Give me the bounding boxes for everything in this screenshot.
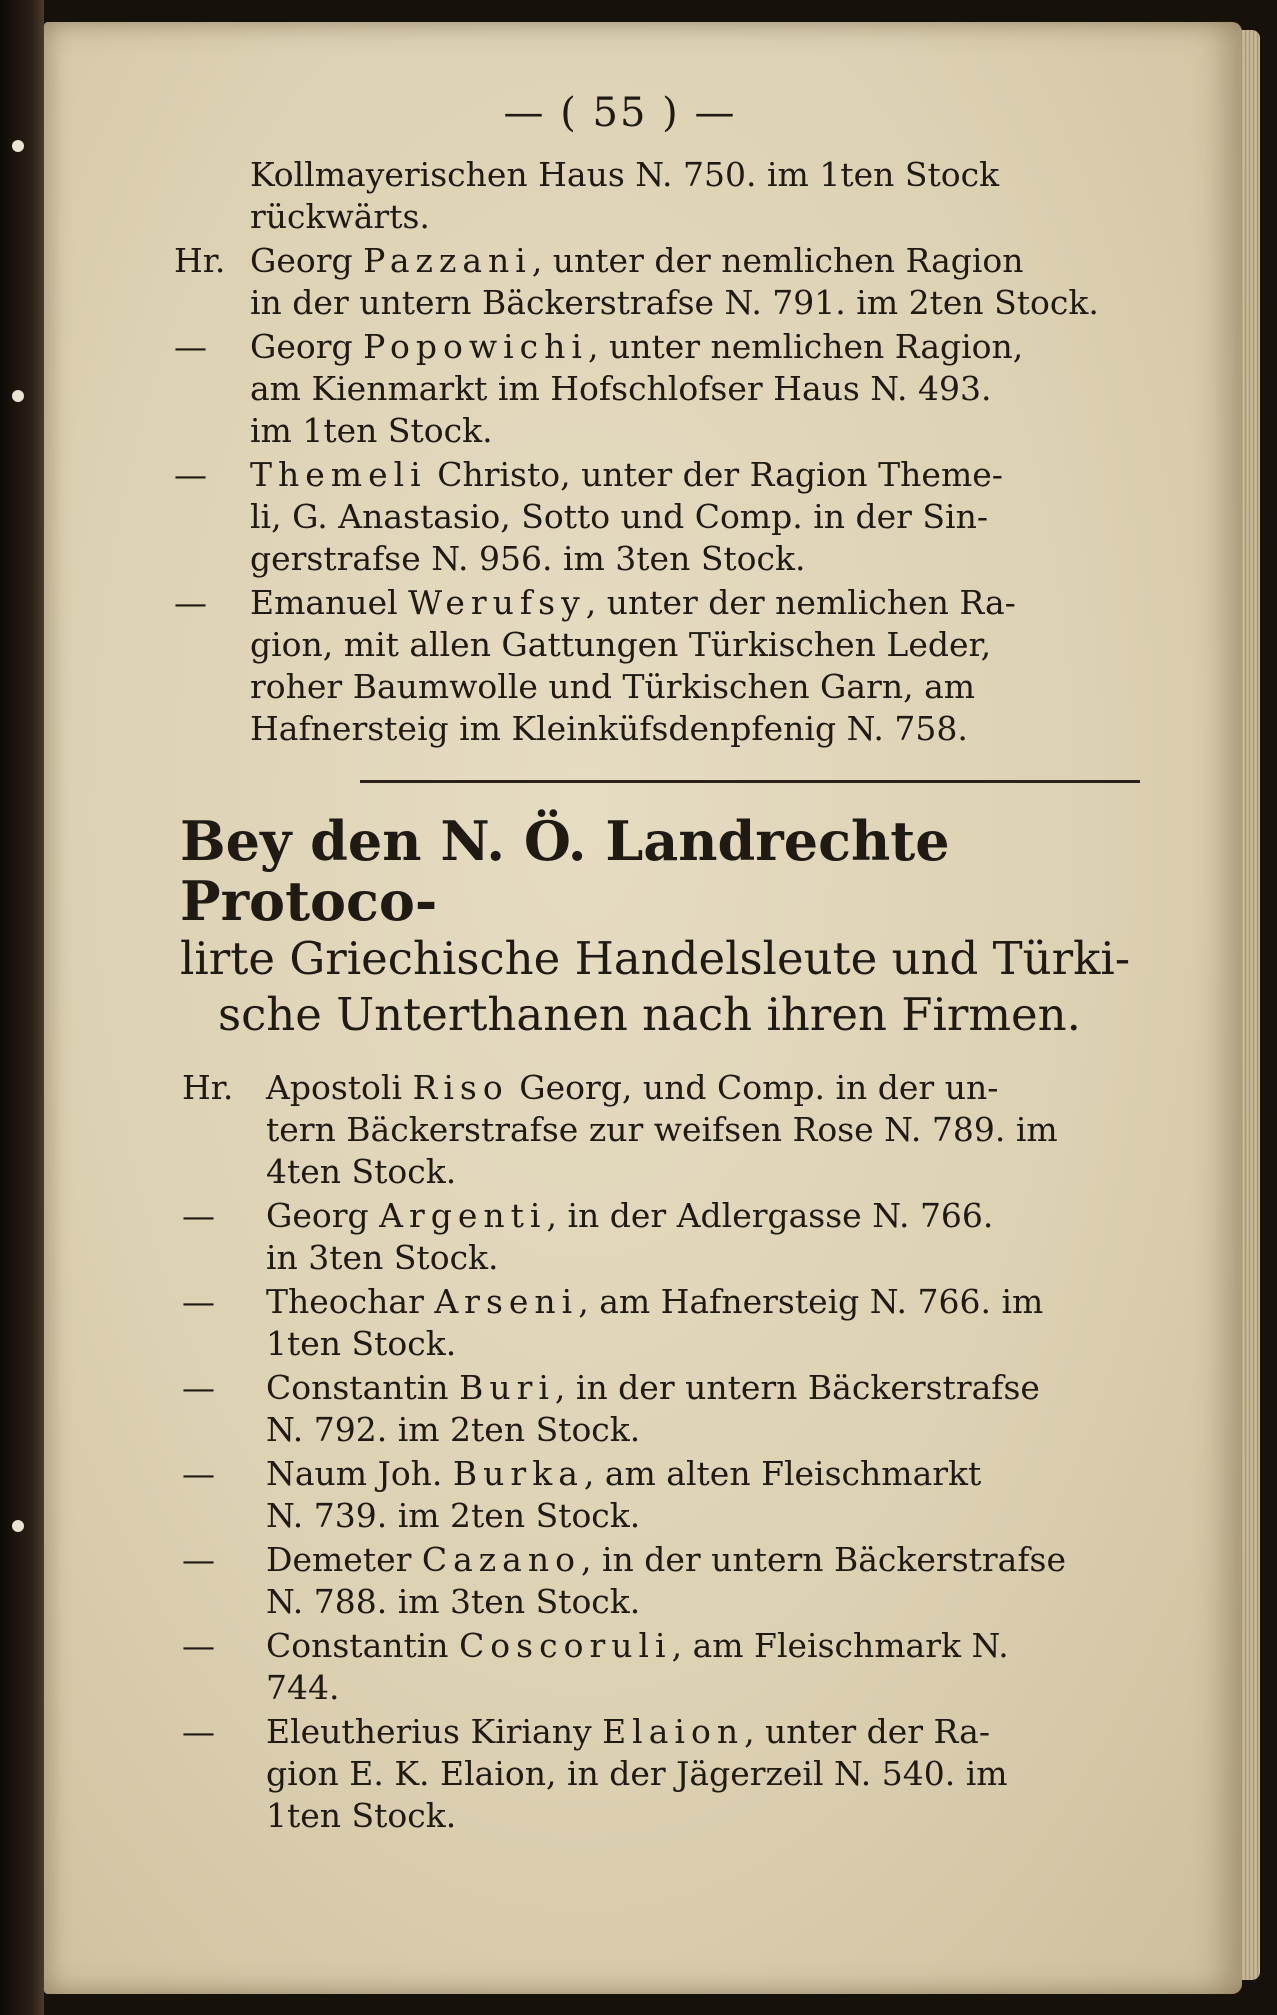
binding-mark: [12, 140, 24, 152]
entry-marker: —: [174, 327, 207, 366]
entry-marker: —: [174, 583, 207, 622]
entry-suffix: , unter der nemlichen Ra-: [585, 583, 1016, 622]
merchant-name: Argenti: [379, 1196, 547, 1235]
entry-line: N. 792. im 2ten Stock.: [266, 1410, 641, 1449]
section-subtitle-line: sche Unterthanen nach ihren Firmen.: [218, 988, 1081, 1041]
entry-line: 4ten Stock.: [266, 1152, 457, 1191]
list-item: [182, 1367, 1170, 1451]
merchant-name: Themeli: [250, 455, 427, 494]
entry-prefix: Georg: [266, 1196, 380, 1235]
section-merchant-list: [174, 154, 1170, 750]
list-item: [174, 326, 1170, 452]
entry-suffix: , unter der nemlichen Ragion: [531, 241, 1024, 280]
entry-line: Hafnersteig im Kleinküfsdenpfenig N. 758.: [250, 709, 968, 748]
merchant-name: Pazzani: [363, 241, 532, 280]
entry-prefix: Eleutherius Kiriany: [266, 1712, 603, 1751]
entry-marker: —: [182, 1368, 215, 1407]
entry-line: gerstrafse N. 956. im 3ten Stock.: [250, 539, 806, 578]
entry-suffix: , am alten Fleischmarkt: [583, 1454, 982, 1493]
list-item: [182, 1453, 1170, 1537]
entry-marker: —: [182, 1282, 215, 1321]
list-item: [174, 454, 1170, 580]
section-registered-merchants: [182, 1067, 1170, 1837]
entry-prefix: Theochar: [266, 1282, 435, 1321]
entry-first-line: [266, 1625, 1170, 1667]
entry-first-line: [266, 1453, 1170, 1495]
binding-mark: [12, 1520, 24, 1532]
entry-line: N. 739. im 2ten Stock.: [266, 1496, 641, 1535]
entry-marker: —: [174, 455, 207, 494]
entry-first-line: [266, 1539, 1170, 1581]
entry-suffix: , unter nemlichen Ragion,: [587, 327, 1024, 366]
list-item: [182, 1195, 1170, 1279]
section-divider: [360, 780, 1140, 783]
entry-line: 744.: [266, 1668, 340, 1707]
page-content: [174, 90, 1170, 1839]
entry-marker: Hr.: [182, 1068, 234, 1107]
list-item: [190, 154, 1170, 238]
entry-first-line: [266, 1067, 1170, 1109]
entry-marker: —: [182, 1196, 215, 1235]
merchant-name: Cazano: [421, 1540, 581, 1579]
entry-prefix: Georg: [250, 241, 364, 280]
entry-line: im 1ten Stock.: [250, 411, 493, 450]
list-item: [182, 1281, 1170, 1365]
entry-line: roher Baumwolle und Türkischen Garn, am: [250, 667, 976, 706]
section-subtitle-line: lirte Griechische Handelsleute und Türki-: [180, 932, 1131, 985]
entry-suffix: Georg, und Comp. in der un-: [508, 1068, 999, 1107]
list-item: [174, 240, 1170, 324]
merchant-name: Buri: [459, 1368, 555, 1407]
entry-prefix: Naum Joh.: [266, 1454, 453, 1493]
entry-suffix: Christo, unter der Ragion Theme-: [426, 455, 1003, 494]
entry-prefix: Apostoli: [266, 1068, 413, 1107]
entry-prefix: Emanuel: [250, 583, 409, 622]
list-item: [182, 1539, 1170, 1623]
merchant-name: Burka: [452, 1454, 584, 1493]
list-item: [182, 1067, 1170, 1193]
merchant-name: Riso: [412, 1068, 509, 1107]
binding-mark: [12, 390, 24, 402]
entry-suffix: , in der untern Bäckerstrafse: [554, 1368, 1040, 1407]
entry-first-line: [266, 1195, 1170, 1237]
merchant-name: Coscoruli: [459, 1626, 672, 1665]
book-binding: [0, 0, 44, 2015]
entry-marker: Hr.: [174, 241, 226, 280]
entry-marker: —: [182, 1712, 215, 1751]
entry-line: 1ten Stock.: [266, 1324, 457, 1363]
entry-first-line: [250, 326, 1170, 368]
entry-prefix: Constantin: [266, 1368, 460, 1407]
entry-suffix: , in der untern Bäckerstrafse: [580, 1540, 1067, 1579]
entry-line: Kollmayerischen Haus N. 750. im 1ten Stock: [250, 155, 1000, 194]
list-item: [174, 582, 1170, 750]
entry-first-line: [266, 1711, 1170, 1753]
entry-marker: —: [182, 1540, 215, 1579]
entry-suffix: , am Fleischmark N.: [671, 1626, 1009, 1665]
entry-prefix: Constantin: [266, 1626, 460, 1665]
entry-first-line: [266, 1367, 1170, 1409]
list-item: [182, 1711, 1170, 1837]
entry-marker: —: [182, 1626, 215, 1665]
merchant-name: Popowichi: [363, 327, 588, 366]
section-title: Bey den N. Ö. Landrechte Protoco-: [180, 809, 950, 933]
entry-line: in 3ten Stock.: [266, 1238, 499, 1277]
entry-line: rückwärts.: [250, 197, 430, 236]
entry-marker: —: [182, 1454, 215, 1493]
entry-first-line: [266, 1281, 1170, 1323]
entry-line: 1ten Stock.: [266, 1796, 457, 1835]
entry-line: li, G. Anastasio, Sotto und Comp. in der Sin-: [250, 497, 988, 536]
entry-suffix: , in der Adlergasse N. 766.: [546, 1196, 994, 1235]
entry-suffix: , unter der Ra-: [744, 1712, 990, 1751]
entry-line: in der untern Bäckerstrafse N. 791. im 2ten Stock.: [250, 283, 1099, 322]
entry-line: gion, mit allen Gattungen Türkischen Leder,: [250, 625, 992, 664]
entry-prefix: Demeter: [266, 1540, 422, 1579]
merchant-name: Werufsy: [408, 583, 586, 622]
entry-first-line: [250, 240, 1170, 282]
list-item: [182, 1625, 1170, 1709]
section-subtitle: [180, 931, 1170, 1043]
entry-first-line: [250, 582, 1170, 624]
merchant-name: Arseni: [434, 1282, 579, 1321]
entry-line: tern Bäckerstrafse zur weifsen Rose N. 789. im: [266, 1110, 1058, 1149]
entry-prefix: Georg: [250, 327, 364, 366]
merchant-name: Elaion: [602, 1712, 745, 1751]
entry-line: gion E. K. Elaion, in der Jägerzeil N. 540. im: [266, 1754, 1008, 1793]
entry-suffix: , am Hafnersteig N. 766. im: [578, 1282, 1044, 1321]
entry-first-line: [250, 454, 1170, 496]
entry-line: N. 788. im 3ten Stock.: [266, 1582, 641, 1621]
page-number: — ( 55 ) —: [503, 90, 737, 136]
entry-line: am Kienmarkt im Hofschlofser Haus N. 493.: [250, 369, 992, 408]
